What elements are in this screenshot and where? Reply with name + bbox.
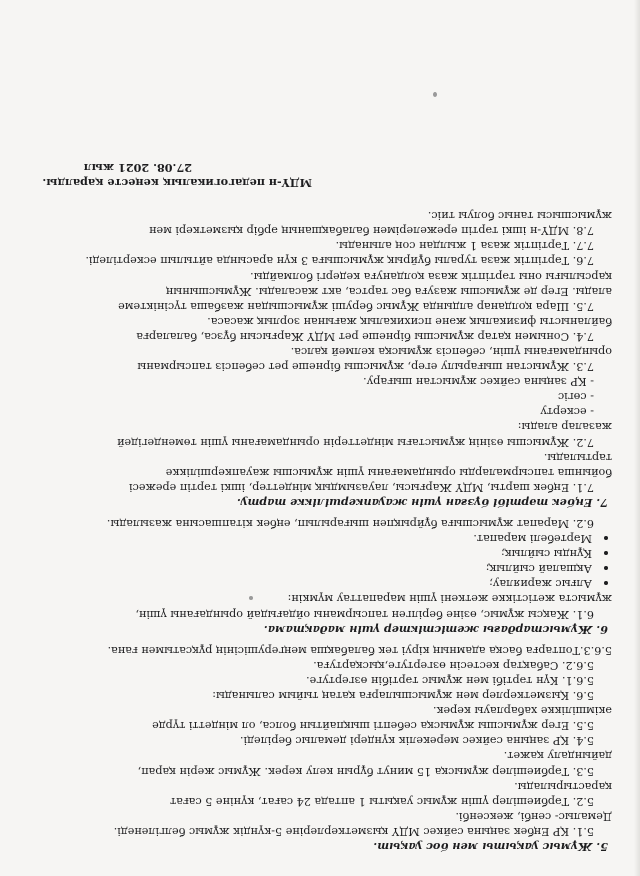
section-6-heading: 6. Жұмыстардағы жетістіктер үшін мадақтама. <box>263 622 608 637</box>
section-5-line: 5.1. ҚР Еңбек заңына сәйкес МДҮ қызметкерлеріне 5-күндік жұмыс белгіленеді. <box>113 824 594 838</box>
section-5-line: дайындалу қажет. <box>503 749 612 763</box>
section-5-line: 5.6.1. Күн тәртібі мен жұмыс тәртібін өзгертуге. <box>306 673 594 687</box>
section-7-line: жұмысшысы таныс болуы тиіс. <box>427 209 612 223</box>
section-5-line: Демалыс- сенбі, жексенбі. <box>455 809 612 823</box>
section-7-line: 7.6. Тәртіптік жаза туралы бұйрық жұмысшыға 3 күн арасында айтылып ескертіледі. <box>85 254 594 268</box>
approval-date: 27.08. 2021 жыл <box>83 160 192 175</box>
section-7-line: 7.3. Жұмыстан шығарылу егер, жұмысшы бірнеше рет себепсіз тапсырманы <box>137 360 594 374</box>
section-7-line: 7.1. Еңбек шарты, МДҮ Жарғысы, лауазымдық міндеттер, ішкі тәртіп ережесі <box>129 480 594 494</box>
section-5-line: әкімшілікке хабарлауы керек. <box>432 704 612 718</box>
scan-speck <box>433 92 437 97</box>
bullet-item: Алғыс жариялау; <box>52 576 612 591</box>
approval-text: МДҮ-н педагогикалық кеңесте қаралды. <box>42 176 312 191</box>
dash-item: - ҚР заңына сәйкес жұмыстан шығару. <box>363 375 594 389</box>
section-5-line: 5.4. ҚР заңына сәйкес мерекелік күндері демалыс беріледі. <box>239 734 594 748</box>
section-5-line: 5.6. Қызметкерлер мен жұмысшыларға қатаң тыйым салынады: <box>212 689 594 703</box>
bullet-item: Мәртебелі марапат. <box>52 531 612 546</box>
dash-item: - ескерту <box>540 405 594 419</box>
section-7-line: қарсылығы оны тәртіптік жаза қолдануға кедергі болмайды. <box>250 269 612 283</box>
document-body <box>42 160 612 854</box>
section-7-heading: 7. Еңбек тәртібі бұзған үшін жауапкершілікке тарту. <box>236 495 608 510</box>
section-5-line: 5.6.3.Топтарға басқа адамның кіруі тек балабақша меңгерушісінің рұқсатымен ғана. <box>107 643 612 657</box>
section-7-line: орындамағаны үшін, себепсіз жұмысқа келмей қалса. <box>290 345 612 358</box>
approval-block <box>42 160 612 191</box>
section-7-line: 7.8. МДҮ-н ішкі тәртіп ережелерімен балабақшаның әрбір қызметкері мен <box>149 224 594 238</box>
section-7-line: 7.2. Жұмысшы өзінің жұмыстағы міндеттерін орындамағаны үшін төмендегідей <box>117 435 594 449</box>
section-5-line: қарастырылады. <box>514 779 612 793</box>
section-6-line: жұмыста жетістікке жеткені үшін марапаттау мүмкін: <box>287 592 612 606</box>
bullet-item: Ақшалай сыйлық; <box>52 561 612 576</box>
section-7-line: байланысты физикалық және психикалық жағынан зорлық жасаса. <box>207 314 612 328</box>
section-5-line: 5.2. Тәрбиешілер үшін жұмыс уақыты 1 аптада 24 сағат, күніне 5 сағат <box>170 794 594 808</box>
scan-speck <box>249 596 253 600</box>
bullet-item: Құнды сыйлық; <box>52 546 612 561</box>
section-7-line: 7.5. Шара қолданар алдында Жұмыс беруші жұмысшыдан жазбаша түсініктеме <box>118 299 594 313</box>
section-7-line: жазалар алады: <box>517 420 612 434</box>
section-5-line: 5.5. Егер жұмысшы жұмысқа себепті шықпайтын болса, ол міндетті түрде <box>152 719 594 733</box>
section-6-line: 6.2. Марапат жұмысшыға бұйрықпен шығарылып, еңбек кітапшасына жазылады. <box>106 517 594 531</box>
section-7-line: 7.7. Тәртіптік жаза 1 жылдан соң алынады. <box>335 239 594 253</box>
section-6-line: 6.1. Жақсы жұмыс, өзіне берілген тапсырманы ойдағыдай орындағаны үшін, <box>135 607 594 621</box>
section-5-heading: 5. Жұмыс уақыты мен бос уақыт. <box>373 840 608 854</box>
section-5-line: 5.3. Тәрбиешілер жұмысқа 15 минут бұрын келу керек. Жұмыс жерін қарап, <box>137 764 594 778</box>
section-5-line: 5.6.2. Сабақтар кестесін өзгертуге,қысқартуға. <box>313 658 594 672</box>
section-7-line: алады. Егер де жұмысшы жазуға бас тартса, акт жасалады. Жұмысшының <box>166 284 612 298</box>
section-7-line: тартылады. <box>543 450 612 464</box>
dash-item: - сөгіс <box>557 390 594 404</box>
section-7-line: бойынша тапсырмаларды орындамағаны үшін жұмысшы жауапкершілікке <box>165 465 612 479</box>
section-7-line: 7.4. Сонымен қатар жұмысшы бірнеше рет МДҮ Жарғысын бұзса, балаларға <box>136 329 594 343</box>
